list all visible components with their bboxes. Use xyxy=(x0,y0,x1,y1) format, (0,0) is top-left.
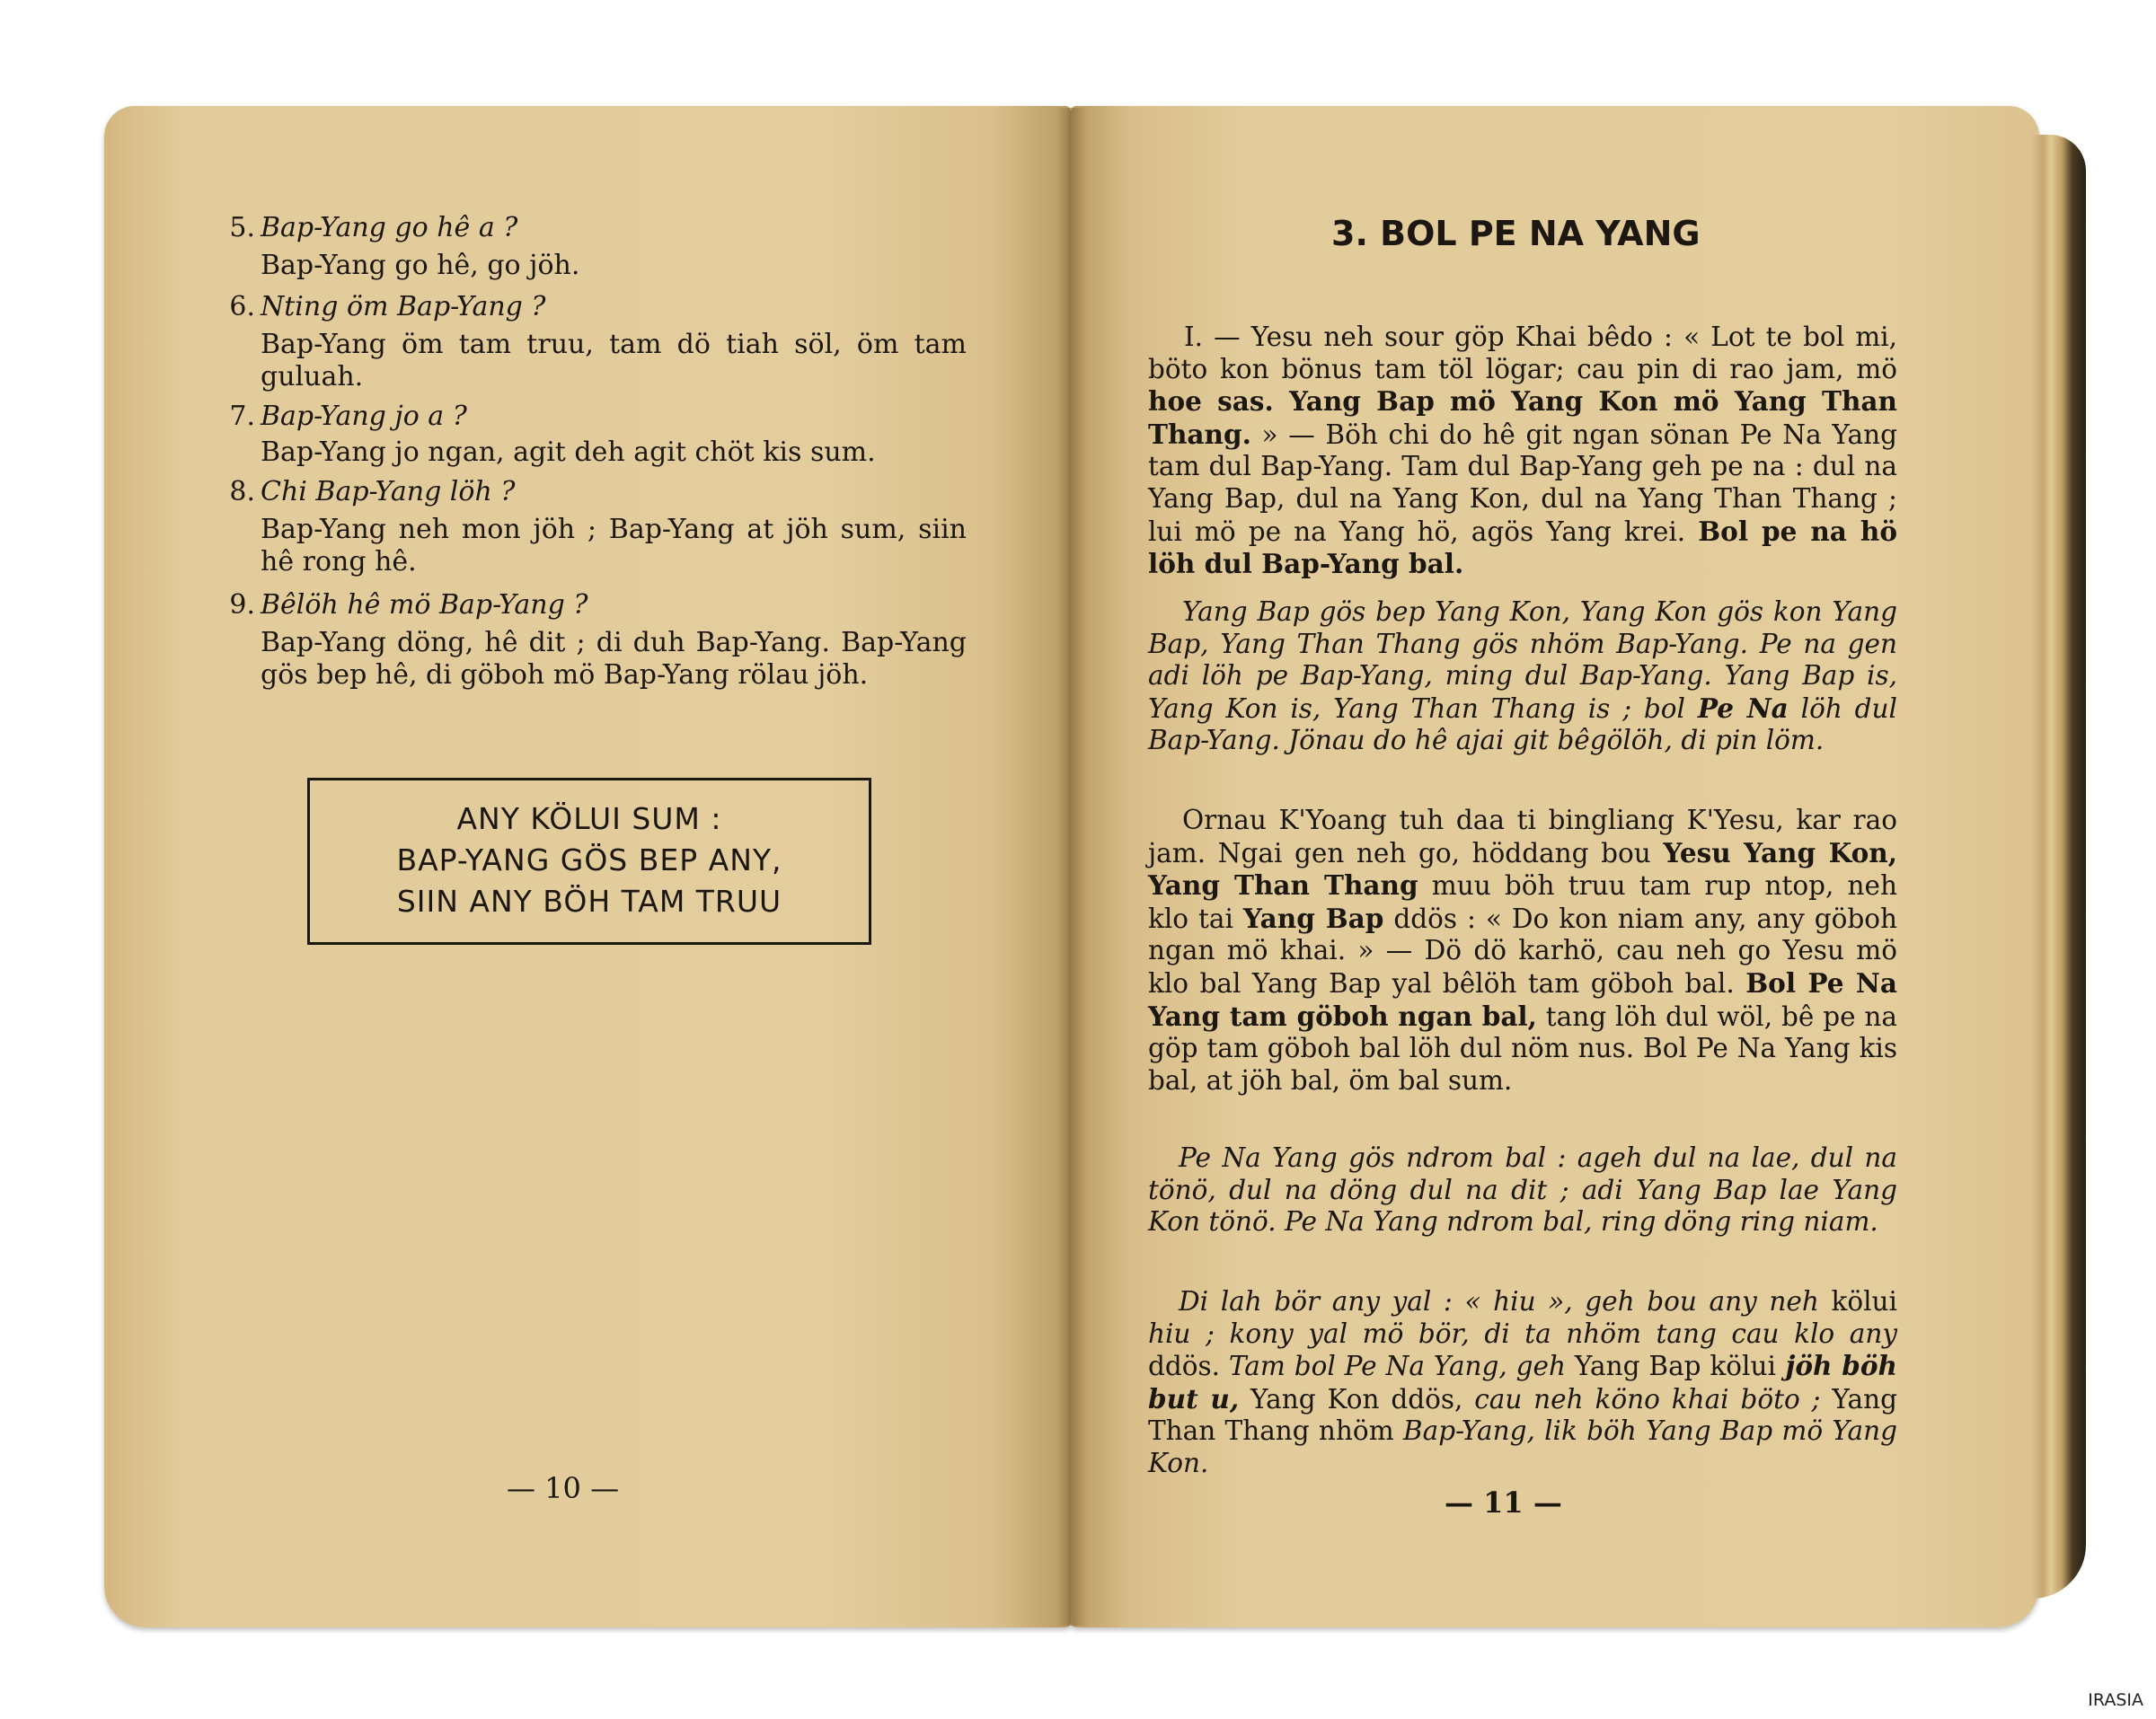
item-number: 7. xyxy=(229,401,255,432)
text-run: » — Böh chi do hê git ngan sönan Pe Na Yang tam dul Bap-Yang. Tam dul Bap-Yang geh pe na : dul na Yang Bap, dul na Yang Kon, dul na Yang Than Thang ; lui mö pe na Yang hö, agös Yang krei. xyxy=(1148,419,1897,547)
item-number: 9. xyxy=(229,589,255,621)
text-run: I. — Yesu neh sour göp Khai bêdo : « Lot te bol mi, böto kon bönus tam töl lögar; cau pin di rao jam, mö xyxy=(1148,322,1897,384)
item-answer: Bap-Yang öm tam truu, tam dö tiah söl, öm tam guluah. xyxy=(261,329,967,392)
text-run: cau neh köno khai böto ; xyxy=(1462,1383,1833,1415)
text-run: muu böh truu tam rup ntop, neh klo tai xyxy=(1148,870,1897,934)
text-run: Bol Pe Na Yang tam göboh ngan bal, xyxy=(1148,966,1897,1032)
item-number: 8. xyxy=(229,476,255,507)
text-run: Bol pe na hö löh dul Bap-Yang bal. xyxy=(1148,515,1897,580)
item-number: 6. xyxy=(229,291,255,322)
text-run: ddös. xyxy=(1148,1351,1221,1382)
text-run: Yang Bap xyxy=(1242,902,1384,934)
text-run: Di lah bör any yal : « hiu », geh bou any neh xyxy=(1179,1286,1832,1317)
page-edges xyxy=(2032,135,2086,1599)
page-number-right: — 11 — xyxy=(1445,1485,1562,1520)
item-number: 5. xyxy=(229,212,255,243)
text-run: kölui xyxy=(1831,1286,1897,1317)
book-gutter xyxy=(1056,108,1087,1626)
item-question: Nting öm Bap-Yang ? xyxy=(261,291,546,322)
item-question: Bap-Yang jo a ? xyxy=(261,401,467,432)
text-run: hiu ; kony yal mö bör, di ta nhöm tang cau klo any xyxy=(1148,1318,1897,1349)
item-answer: Bap-Yang neh mon jöh ; Bap-Yang at jöh sum, siin hê rong hê. xyxy=(261,514,967,577)
item-question: Bêlöh hê mö Bap-Yang ? xyxy=(261,589,588,621)
paragraph-1 xyxy=(1148,322,1897,581)
text-run: tang löh dul wöl, bê pe na göp tam göboh bal löh dul nöm nus. Bol Pe Na Yang kis bal, at jöh bal, öm bal sum. xyxy=(1148,1001,1898,1096)
text-run: Bap-Yang, lik böh Yang Bap mö Yang Kon. xyxy=(1148,1415,1897,1478)
item-answer: Bap-Yang döng, hê dit ; di duh Bap-Yang. Bap-Yang gös bep hê, di göboh mö Bap-Yang rölau jöh. xyxy=(261,627,967,691)
text-run: Yang Kon ddös, xyxy=(1239,1383,1463,1415)
item-question: Bap-Yang go hê a ? xyxy=(261,212,518,243)
paragraph-2 xyxy=(1148,596,1897,757)
item-answer: Bap-Yang jo ngan, agit deh agit chöt kis sum. xyxy=(261,436,876,468)
text-run: hoe sas. Yang Bap mö Yang Kon mö Yang Than Thang. xyxy=(1148,385,1897,450)
watermark: IRASIA xyxy=(2088,1690,2143,1710)
text-run: Tam bol Pe Na Yang, geh xyxy=(1220,1351,1575,1382)
text-run: Yang Bap kölui xyxy=(1574,1351,1776,1382)
paragraph-4 xyxy=(1148,1142,1897,1239)
item-answer: Bap-Yang go hê, go jöh. xyxy=(261,250,580,281)
item-question: Chi Bap-Yang löh ? xyxy=(261,476,516,507)
section-title: 3. BOL PE NA YANG xyxy=(1331,214,1701,253)
text-run: jöh böh but u, xyxy=(1148,1350,1897,1415)
text-run: ddös : « Do kon niam any, any göboh ngan mö khai. » — Dö dö karhö, cau neh go Yesu mö klo bal Yang Bap yal bêlöh tam göboh bal. xyxy=(1148,903,1897,999)
text-run: Pe Na xyxy=(1697,692,1789,724)
text-run: Yang Bap gös bep Yang Kon, Yang Kon gös kon Yang Bap, Yang Than Thang gös nhöm Bap-Yang. Pe na gen adi löh pe Bap-Yang, ming dul Bap-Yang. Yang Bap is, Yang Kon is, Yang Than Thang is ; bol xyxy=(1148,596,1897,724)
boxed-line: ANY KÖLUI SUM : xyxy=(456,801,722,836)
paragraph-3 xyxy=(1148,805,1897,1097)
text-run: Yang Than Thang nhöm xyxy=(1148,1383,1897,1447)
text-run: Ornau K'Yoang tuh daa ti bingliang K'Yesu, kar rao jam. Ngai gen neh go, höddang bou xyxy=(1148,805,1897,868)
boxed-prayer xyxy=(307,778,871,945)
text-run: Pe Na Yang gös ndrom bal : ageh dul na lae, dul na tönö, dul na döng dul na dit ; adi Yang Bap lae Yang Kon tönö. Pe Na Yang ndrom bal, ring döng ring niam. xyxy=(1148,1142,1897,1238)
boxed-line: SIIN ANY BÖH TAM TRUU xyxy=(396,884,782,919)
text-run: löh dul Bap-Yang. Jönau do hê ajai git bêgölöh, di pin löm. xyxy=(1148,692,1897,756)
page-number-left: — 10 — xyxy=(507,1471,620,1505)
boxed-line: BAP-YANG GÖS BEP ANY, xyxy=(396,842,782,877)
paragraph-5 xyxy=(1148,1286,1897,1480)
text-run: Yesu Yang Kon, Yang Than Thang xyxy=(1148,836,1897,902)
